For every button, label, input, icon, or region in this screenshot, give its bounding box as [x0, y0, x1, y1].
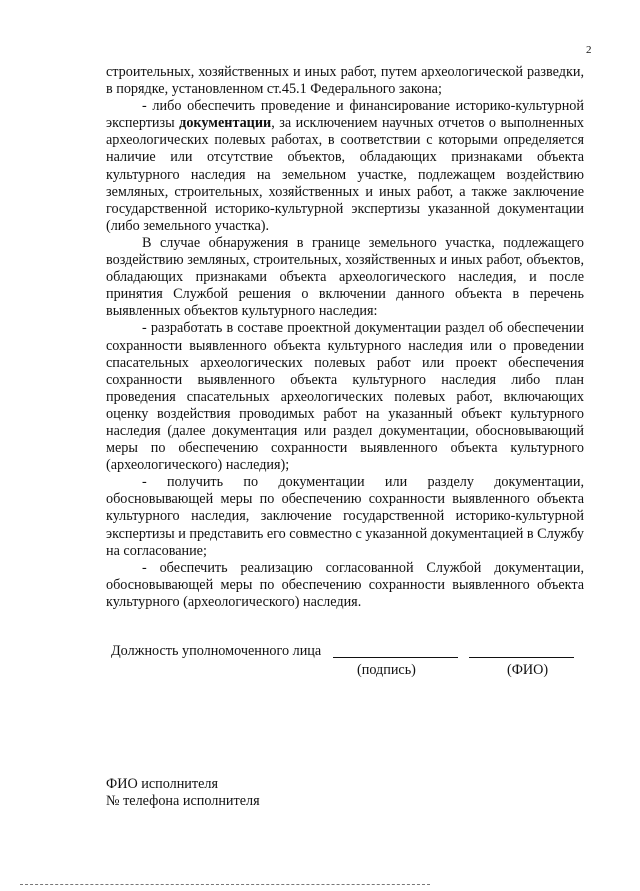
paragraph-5: - получить по документации или разделу документации, обосновывающей меры по обеспечению сохранности выявленного объекта культурного наследия, заключение государственной историко-культурной экспертизы и представить его совместно с указанной документацией в Службу на согласование;	[106, 474, 584, 559]
executor-phone-label: № телефона исполнителя	[106, 793, 260, 809]
paragraph-2-bold: документации	[179, 115, 272, 132]
paragraph-2-before: - либо обеспечить проведение и финансирование историко-культурной экспертизы	[106, 98, 584, 132]
signature-position-label: Должность уполномоченного лица	[111, 643, 322, 659]
paragraph-1: строительных, хозяйственных и иных работ, путем археологической разведки, в порядке, установленном ст.45.1 Федерального закона;	[106, 64, 584, 98]
signature-caption: (подпись)	[357, 662, 416, 678]
page-number: 2	[586, 44, 592, 56]
paragraph-6: - обеспечить реализацию согласованной Службой документации, обосновывающей меры по обеспечению сохранности выявленного объекта культурного (археологического) наследия.	[106, 559, 584, 610]
name-caption: (ФИО)	[507, 662, 549, 678]
name-line	[469, 643, 574, 658]
document-body	[106, 64, 584, 611]
paragraph-2-after: , за исключением научных отчетов о выполненных археологических полевых работах, в соответствии с которыми определяется наличие или отсутствие объектов, обладающих признаками объекта культурного наследия на земельном участке, подлежащем воздействию земляных, строительных, хозяйственных и иных работ, а также заключение государственной историко-культурной экспертизы указанной документации (либо земельного участка).	[106, 115, 585, 234]
signature-line	[333, 643, 458, 658]
executor-name-label: ФИО исполнителя	[106, 776, 219, 792]
paragraph-4: - разработать в составе проектной документации раздел об обеспечении сохранности выявленного объекта культурного наследия или о проведении спасательных археологических полевых работ или проект обеспечения сохранности выявленного объекта культурного наследия либо план проведения спасательных археологических полевых работ, включающих оценку воздействия проводимых работ на указанный объект культурного наследия (далее документация или раздел документации, обосновывающий меры по обеспечению сохранности выявленного объекта культурного (археологического) наследия);	[106, 320, 584, 474]
paragraph-3: В случае обнаружения в границе земельного участка, подлежащего воздействию земляных, строительных, хозяйственных и иных работ, объектов, обладающих признаками объекта археологического наследия, и после принятия Службой решения о включении данного объекта в перечень выявленных объектов культурного наследия:	[106, 234, 584, 320]
bottom-divider	[20, 884, 430, 885]
executor-block	[106, 776, 260, 810]
paragraph-2	[106, 98, 584, 235]
